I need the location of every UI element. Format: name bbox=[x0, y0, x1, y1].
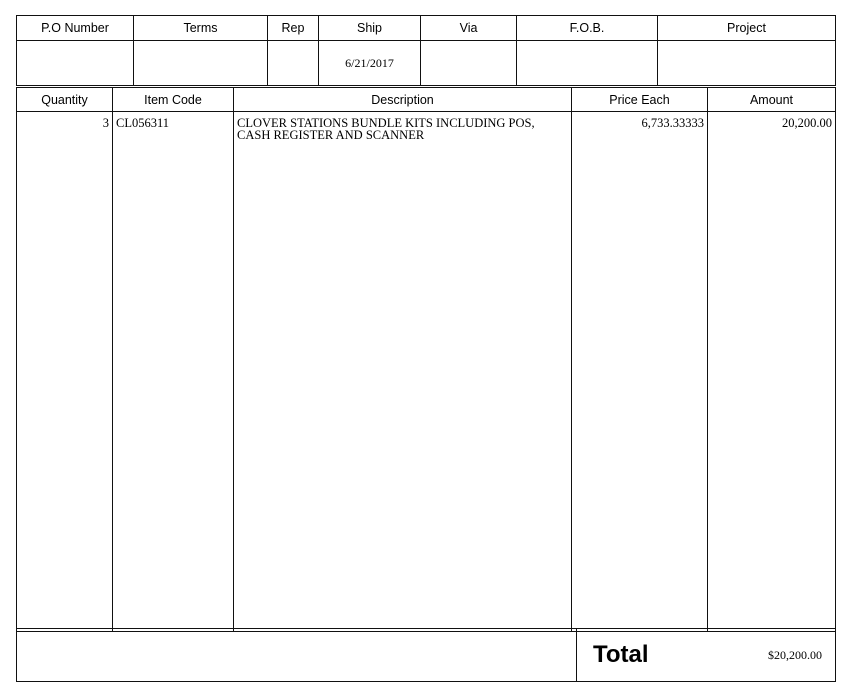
line-description bbox=[234, 112, 572, 632]
total-blank-area bbox=[17, 629, 577, 682]
line-quantity: 3 bbox=[17, 112, 113, 632]
invoice-header-table bbox=[16, 15, 836, 86]
project-header: Project bbox=[658, 16, 836, 41]
line-items-header-row bbox=[17, 88, 836, 112]
amount-header: Amount bbox=[708, 88, 836, 112]
via-header: Via bbox=[421, 16, 517, 41]
line-price-each: 6,733.33333 bbox=[572, 112, 708, 632]
header-labels-row bbox=[17, 16, 836, 41]
line-amount: 20,200.00 bbox=[708, 112, 836, 632]
description-header: Description bbox=[234, 88, 572, 112]
description-line-1: CLOVER STATIONS BUNDLE KITS INCLUDING POS, bbox=[237, 116, 535, 130]
line-items-table bbox=[16, 87, 836, 632]
line-item-code: CL056311 bbox=[113, 112, 234, 632]
po-number-header: P.O Number bbox=[17, 16, 134, 41]
terms-header: Terms bbox=[134, 16, 268, 41]
fob-value bbox=[517, 41, 658, 86]
description-line-2: CASH REGISTER AND SCANNER bbox=[237, 128, 425, 142]
total-amount: $20,200.00 bbox=[707, 629, 836, 682]
via-value bbox=[421, 41, 517, 86]
rep-header: Rep bbox=[268, 16, 319, 41]
ship-value: 6/21/2017 bbox=[319, 41, 421, 86]
quantity-header: Quantity bbox=[17, 88, 113, 112]
terms-value bbox=[134, 41, 268, 86]
total-row bbox=[17, 629, 836, 682]
po-number-value bbox=[17, 41, 134, 86]
total-label: Total bbox=[577, 629, 707, 682]
item-code-header: Item Code bbox=[113, 88, 234, 112]
fob-header: F.O.B. bbox=[517, 16, 658, 41]
project-value bbox=[658, 41, 836, 86]
rep-value bbox=[268, 41, 319, 86]
line-item-row bbox=[17, 112, 836, 632]
header-values-row bbox=[17, 41, 836, 86]
ship-header: Ship bbox=[319, 16, 421, 41]
total-table bbox=[16, 628, 836, 682]
price-each-header: Price Each bbox=[572, 88, 708, 112]
